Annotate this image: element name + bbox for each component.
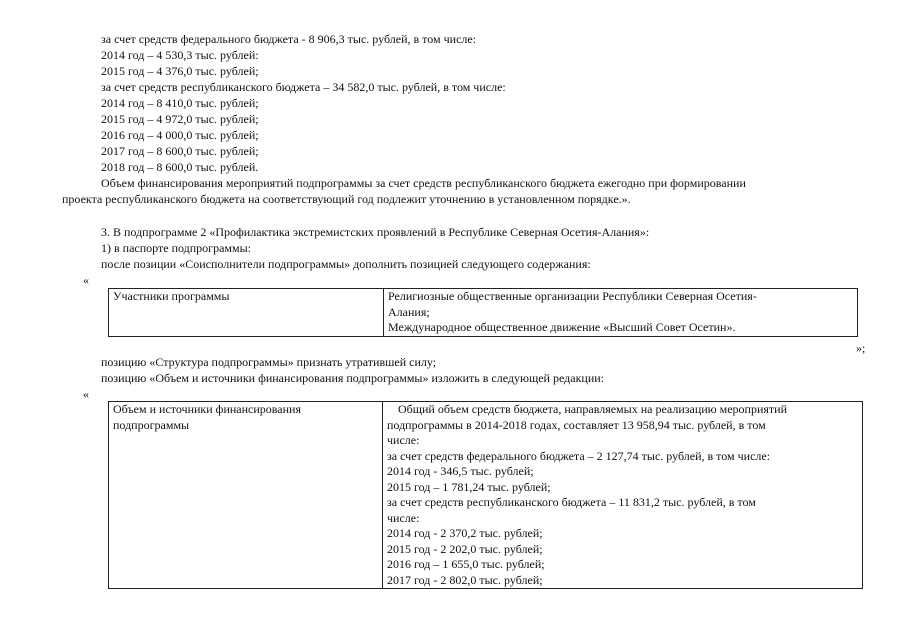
section-item: 1) в паспорте подпрограммы: bbox=[101, 241, 252, 255]
cell-text: числе: bbox=[387, 510, 420, 525]
table-cell-value bbox=[383, 402, 863, 589]
open-quote: « bbox=[83, 387, 89, 401]
cell-text: 2014 год - 2 370,2 тыс. рублей; bbox=[387, 526, 543, 540]
cell-text: за счет средств республиканского бюджета – 11 831,2 тыс. рублей, в том bbox=[387, 495, 756, 509]
table-row bbox=[109, 402, 863, 589]
cell-text: Общий объем средств бюджета, направляемых на реализацию мероприятий bbox=[398, 402, 788, 416]
intro-line: 2015 год – 4 376,0 тыс. рублей; bbox=[101, 64, 259, 78]
cell-text: 2017 год - 2 802,0 тыс. рублей; bbox=[387, 572, 543, 587]
table-cell-label bbox=[109, 289, 384, 337]
cell-text: 2016 год – 1 655,0 тыс. рублей; bbox=[387, 557, 545, 571]
intro-line: 2018 год – 8 600,0 тыс. рублей. bbox=[101, 160, 259, 174]
close-quote: »; bbox=[856, 341, 866, 355]
cell-text: подпрограммы в 2014-2018 годах, составляет 13 958,94 тыс. рублей, в том bbox=[387, 417, 766, 432]
open-quote: « bbox=[83, 273, 89, 287]
cell-text: 2015 год - 2 202,0 тыс. рублей; bbox=[387, 541, 543, 556]
instruction-text: позицию «Объем и источники финансирования подпрограммы» изложить в следующей редакции: bbox=[101, 371, 604, 385]
instruction-text: позицию «Структура подпрограммы» признать утратившей силу; bbox=[101, 355, 437, 369]
cell-text: Международное общественное движение «Высший Совет Осетин». bbox=[388, 320, 736, 334]
section-heading: 3. В подпрограмме 2 «Профилактика экстремистских проявлений в Республике Северная Осетия-Алания»: bbox=[101, 225, 650, 239]
cell-text: Участники программы bbox=[113, 289, 230, 303]
intro-line: Объем финансирования мероприятий подпрограммы за счет средств республиканского бюджета ежегодно при формировании bbox=[101, 176, 746, 190]
intro-line: 2016 год – 4 000,0 тыс. рублей; bbox=[101, 128, 259, 142]
funding-table bbox=[108, 401, 863, 589]
intro-line: проекта республиканского бюджета на соответствующий год подлежит уточнению в установленном порядке.». bbox=[62, 192, 631, 206]
table-cell-value bbox=[384, 289, 858, 337]
cell-text: подпрограммы bbox=[113, 417, 190, 432]
table-cell-label bbox=[109, 402, 383, 589]
intro-line: за счет средств федерального бюджета - 8 906,3 тыс. рублей, в том числе: bbox=[101, 32, 477, 46]
cell-text: за счет средств федерального бюджета – 2 127,74 тыс. рублей, в том числе: bbox=[387, 448, 771, 463]
intro-line: за счет средств республиканского бюджета – 34 582,0 тыс. рублей, в том числе: bbox=[101, 80, 506, 94]
participants-table bbox=[108, 288, 858, 337]
table-row bbox=[109, 289, 858, 337]
intro-line: 2014 год – 4 530,3 тыс. рублей: bbox=[101, 48, 259, 62]
cell-text: Алания; bbox=[388, 304, 430, 319]
cell-text: Объем и источники финансирования bbox=[113, 402, 301, 416]
cell-text: Религиозные общественные организации Республики Северная Осетия- bbox=[388, 289, 757, 303]
cell-text: 2014 год - 346,5 тыс. рублей; bbox=[387, 464, 534, 478]
cell-text: числе: bbox=[387, 433, 420, 447]
instruction-text: после позиции «Соисполнители подпрограммы» дополнить позицией следующего содержания: bbox=[101, 257, 591, 271]
cell-text: 2015 год – 1 781,24 тыс. рублей; bbox=[387, 479, 551, 494]
intro-block bbox=[0, 0, 905, 215]
intro-line: 2015 год – 4 972,0 тыс. рублей; bbox=[101, 112, 259, 126]
intro-line: 2014 год – 8 410,0 тыс. рублей; bbox=[101, 96, 259, 110]
intro-line: 2017 год – 8 600,0 тыс. рублей; bbox=[101, 144, 259, 158]
